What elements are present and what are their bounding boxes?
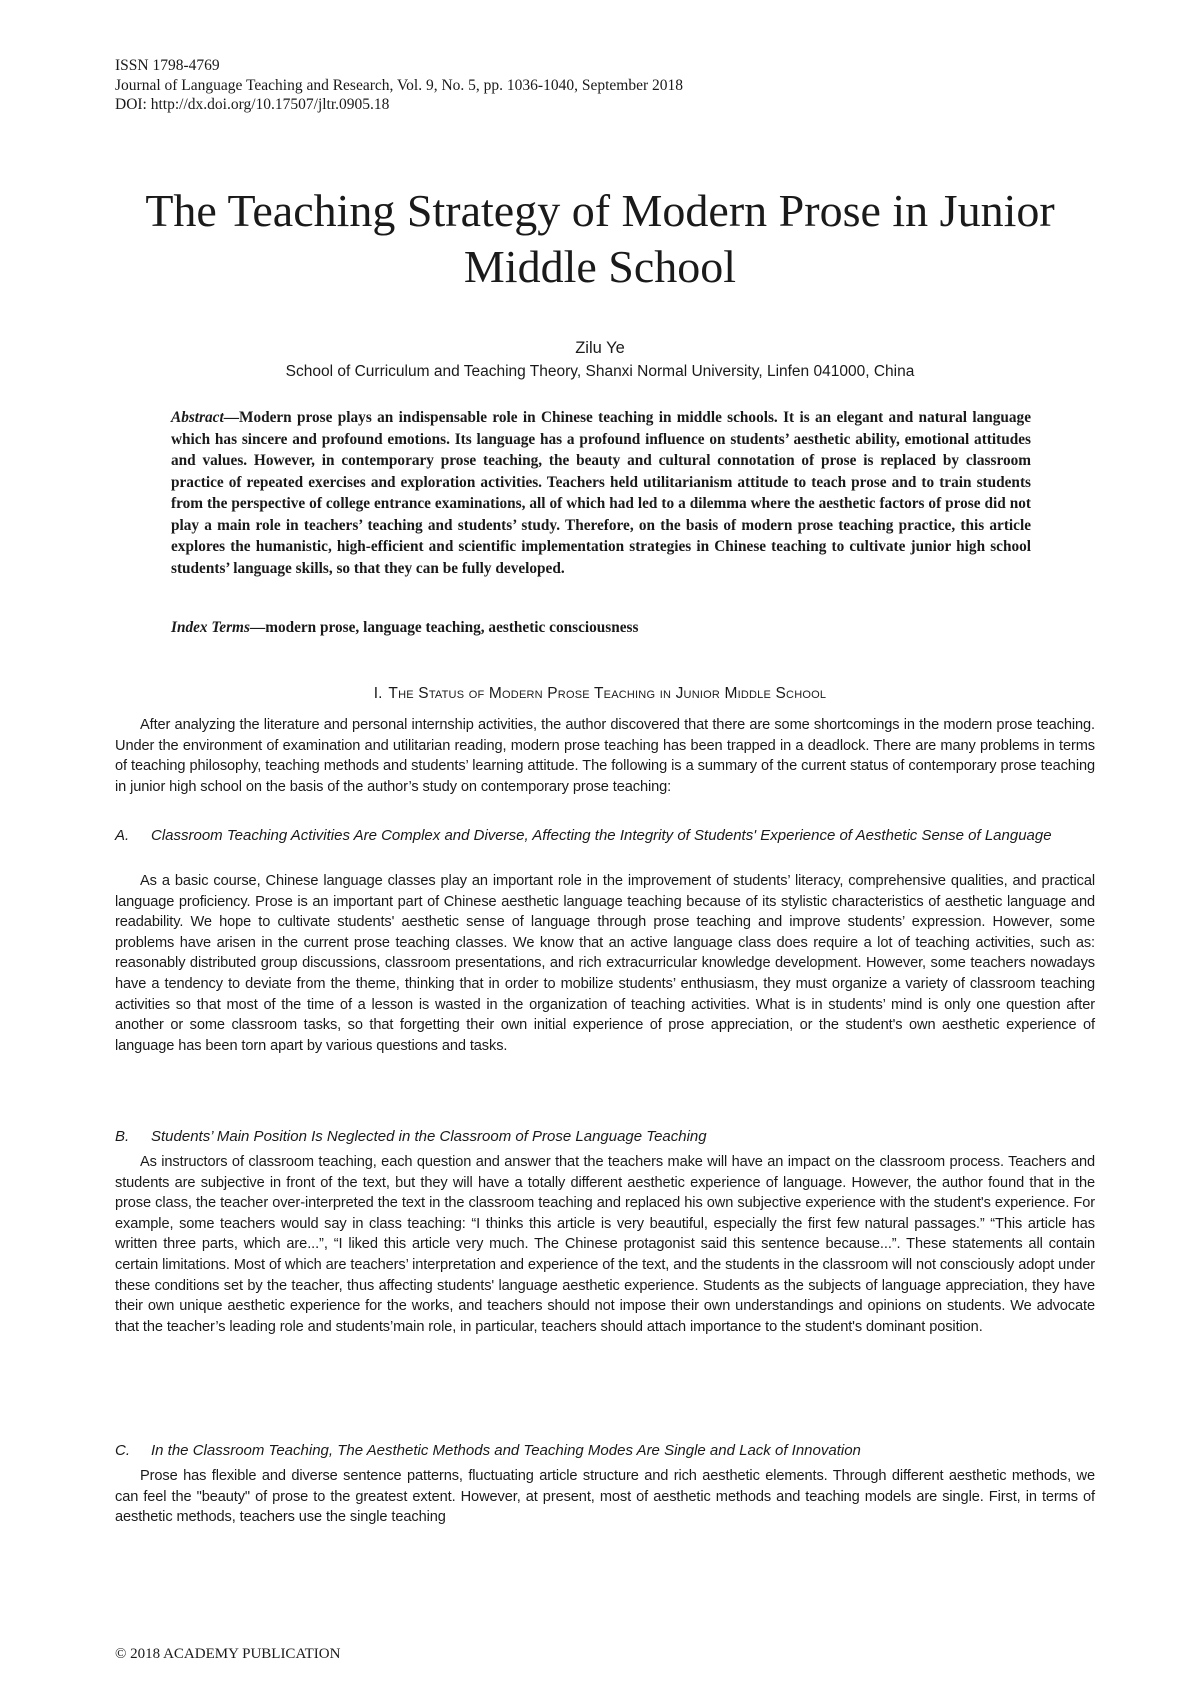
subsection-c-paragraph: Prose has flexible and diverse sentence patterns, fluctuating article structure and rich aesthetic elements. Through different aesthetic methods, we can feel the "beauty" of prose to the greatest extent. However, at present, most of aesthetic methods and teaching models are single. First, in terms of aesthetic methods, teachers use the single teaching — [115, 1468, 1095, 1526]
subsection-b-paragraph: As instructors of classroom teaching, each question and answer that the teachers make will have an impact on the classroom process. Teachers and students are subjective in front of the text, but they will have a totally different aesthetic experience of language. However, the author found that in the prose class, the teacher over-interpreted the text in the classroom teaching and replaced his own subjective experience with the student's experience. For example, some teachers would say in class teaching: “I thinks this article is very beautiful, especially the first few natural passages.” “This article has written three parts, which are...”, “I liked this article very much. The Chinese protagonist said this sentence because...”. These statements all contain certain limitations. Most of which are teachers’ interpretation and experience of the text, and the students in the classroom will not consciously adopt under these conditions set by the teacher, thus affecting students' language aesthetic experience. Students as the subjects of language appreciation, they have their own unique aesthetic experience for the works, and teachers should not impose their own understandings and opinions on students. We advocate that the teacher’s leading role and students’main role, in particular, teachers should attach importance to the student's dominant position. — [115, 1154, 1095, 1335]
subsection-heading-b — [115, 1127, 1095, 1148]
subsection-a-paragraph: As a basic course, Chinese language classes play an important role in the improvement of students’ literacy, comprehensive qualities, and practical language proficiency. Prose is an important part of Chinese aesthetic language teaching because of its stylistic characteristics of aesthetic language and readability. We hope to cultivate students' aesthetic sense of language through prose teaching and improve students’ expression. However, some problems have arisen in the current prose teaching classes. We know that an active language class does require a lot of teaching activities, such as: reasonably distributed group discussions, classroom presentations, and rich extracurricular knowledge development. However, some teachers nowadays have a tendency to deviate from the theme, thinking that in order to mobilize students’ enthusiasm, they must organize a variety of classroom teaching activities so that most of the time of a lesson is wasted in the organization of teaching activities. What is in students’ mind is only one question after another or some classroom tasks, so that forgetting their own initial experience of prose appreciation, or the student's own aesthetic experience of language has been torn apart by various questions and tasks. — [115, 873, 1095, 1054]
section-title: The Status of Modern Prose Teaching in Junior Middle School — [388, 685, 827, 702]
index-terms-label: Index Terms — [171, 619, 250, 636]
section-heading — [100, 684, 1100, 704]
subsection-title: Classroom Teaching Activities Are Complex and Diverse, Affecting the Integrity of Students' Experience of Aesthetic Sense of Language — [151, 827, 1052, 844]
journal-header — [115, 56, 1015, 115]
copyright-footer: © 2018 ACADEMY PUBLICATION — [115, 1646, 341, 1662]
subsection-letter: A. — [115, 827, 130, 844]
subsection-title: Students’ Main Position Is Neglected in the Classroom of Prose Language Teaching — [151, 1128, 707, 1145]
subsection-letter: B. — [115, 1128, 130, 1145]
section-number: I. — [373, 685, 383, 702]
subsection-heading-a — [115, 826, 1095, 847]
paper-title: The Teaching Strategy of Modern Prose in Junior Middle School — [145, 185, 1055, 292]
subsection-letter: C. — [115, 1442, 130, 1459]
journal-citation: Journal of Language Teaching and Research, Vol. 9, No. 5, pp. 1036-1040, September 2018 — [115, 76, 683, 94]
issn: ISSN 1798-4769 — [115, 57, 220, 74]
abstract — [171, 407, 1031, 579]
index-terms — [171, 617, 1031, 638]
section-intro-paragraph: After analyzing the literature and personal internship activities, the author discovered that there are some shortcomings in the modern prose teaching. Under the environment of examination and utilitarian reading, modern prose teaching has been trapped in a deadlock. There are many problems in terms of teaching philosophy, teaching methods and students’ learning attitude. The following is a summary of the current status of contemporary prose teaching in junior high school on the basis of the author’s study on contemporary prose teaching: — [115, 717, 1095, 795]
author-affiliation: School of Curriculum and Teaching Theory, Shanxi Normal University, Linfen 041000, China — [285, 363, 915, 380]
index-terms-text: —modern prose, language teaching, aesthetic consciousness — [249, 619, 639, 636]
subsection-title: In the Classroom Teaching, The Aesthetic Methods and Teaching Modes Are Single and Lack of Innovation — [151, 1442, 861, 1459]
abstract-label: Abstract — [171, 409, 224, 426]
abstract-text: —Modern prose plays an indispensable role in Chinese teaching in middle schools. It is an elegant and natural language which has sincere and profound emotions. Its language has a profound influence on students’ aesthetic ability, emotional attitudes and values. However, in contemporary prose teaching, the beauty and cultural connotation of prose is replaced by classroom practice of repeated exercises and exploration activities. Teachers held utilitarianism attitude to teach prose and to train students from the perspective of college entrance examinations, all of which had led to a dilemma where the aesthetic factors of prose did not play a main role in teachers’ teaching and students’ study. Therefore, on the basis of modern prose teaching practice, this article explores the humanistic, high-efficient and scientific implementation strategies in Chinese teaching to cultivate junior high school students’ language skills, so that they can be fully developed. — [171, 409, 1031, 577]
doi: DOI: http://dx.doi.org/10.17507/jltr.0905.18 — [115, 96, 390, 113]
author-name: Zilu Ye — [575, 339, 625, 357]
subsection-heading-c — [115, 1441, 1095, 1462]
